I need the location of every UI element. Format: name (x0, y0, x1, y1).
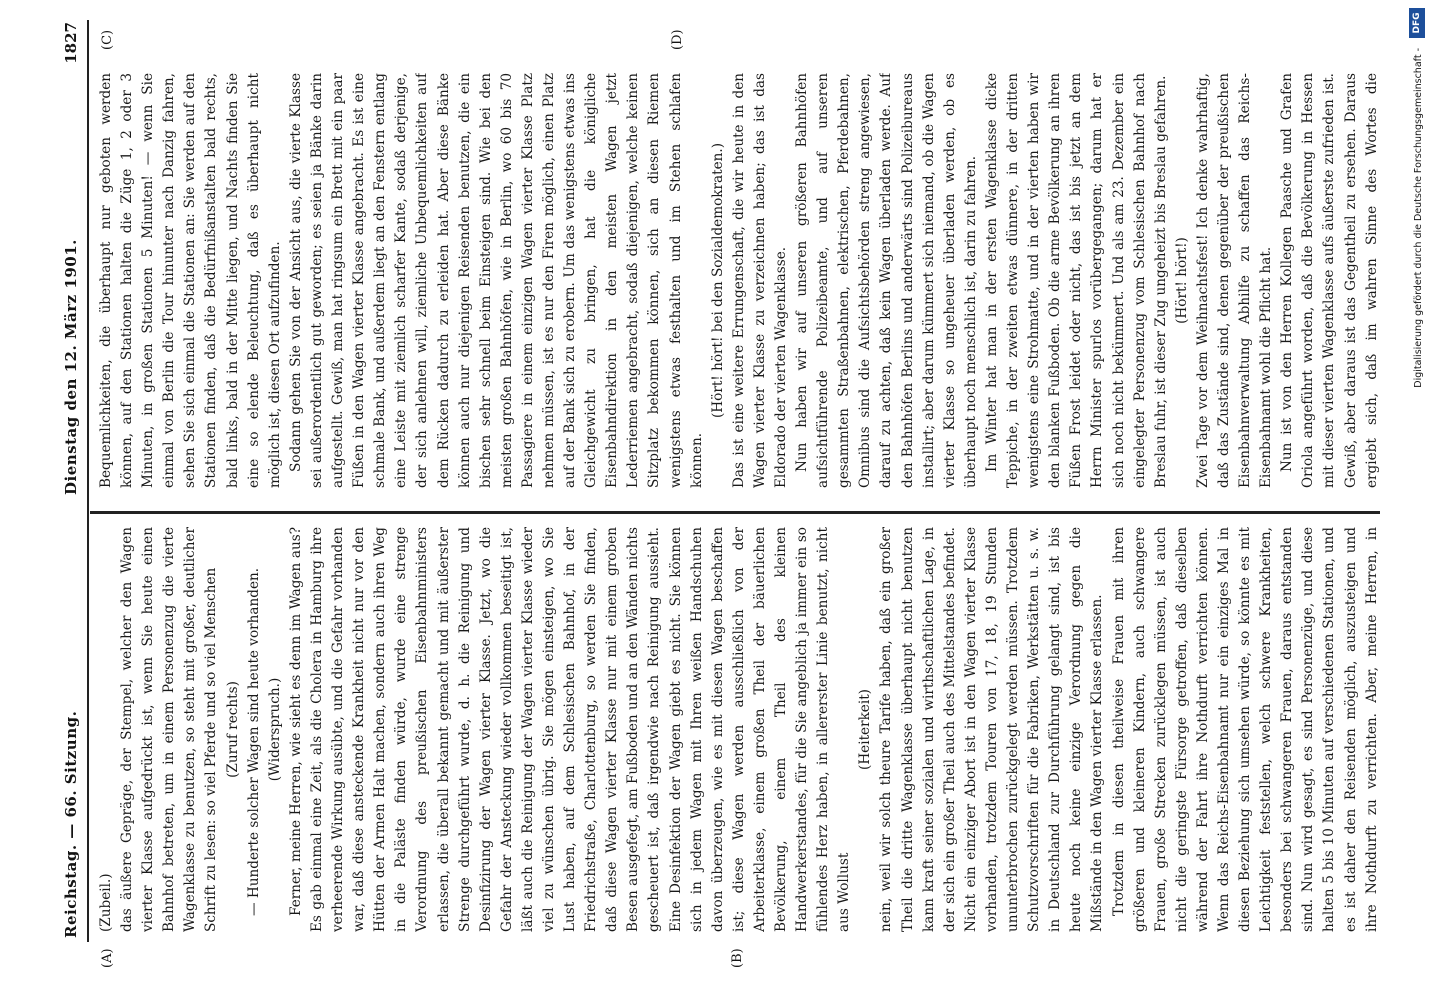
paragraph: — Hunderte solcher Wagen sind heute vorhanden. (245, 567, 262, 916)
header-rule (87, 20, 89, 942)
running-header (58, 0, 88, 1000)
speaker-name: (Zubeil.) (98, 873, 114, 932)
column-divider (90, 511, 1380, 514)
dfg-logo: DFG (1409, 8, 1425, 38)
paragraph: nein, weil wir solch theure Tarife haben, daß ein großer Theil die dritte Wagenklasse überhaupt nicht benutzen kann kraft seiner sozialen und wirthschaftlichen Lage, in der sich ein großer Theil auch des Mittelstandes befindet. Nicht ein einziger Abort ist in den Wagen vierter Klasse vorhanden, trotzdem Touren von 17, 18, 19 Stunden ununterbrochen zurückgelegt werden müssen. Trotzdem Schutzvorschriften für die Fabriken, Werkstätten u. s. w. in Deutschland zur Durchführung gelangt sind, ist bis heute noch keine einzige Verordnung gegen die Mißstände in den Wagen vierter Klasse erlassen. (878, 527, 1106, 932)
paragraph: Im Winter hat man in der ersten Wagenklasse dicke Teppiche, in der zweiten etwas dünnere, in der dritten wenigstens eine Strohmatte, und in der vierten haben wir den blanken Fußboden. Ob die arme Bevölkerung an ihren Füßen Frost leidet oder nicht, das ist bis jetzt an dem Herrn Minister spurlos vorübergegangen; darum hat er sich noch nicht bekümmert. Und als am 23. Dezember ein eingelegter Personenzug vom Schlesischen Bahnhof nach Breslau fuhr, ist dieser Zug ungeheizt bis Breslau gefahren. (983, 73, 1169, 488)
paragraph: Das ist eine weitere Errungenschaft, die wir heute in den Wagen vierter Klasse zu verzeichnen haben; das ist das Eldorado der vierten Wagenklasse. (730, 73, 789, 488)
paragraph: Ferner, meine Herren, wie sieht es denn im Wagen aus? Es gab einmal eine Zeit, als die Cholera in Hamburg ihre verheerende Wirkung ausübte, und die Gefahr vorhanden war, daß diese ansteckende Krankheit nicht nur vor den Hütten der Armen Halt machen, sondern auch ihren Weg in die Paläste finden würde, wurde eine strenge Verordnung des preußischen Eisenbahnministers erlassen, die überall bekannt gemacht und mit äußerster Strenge durchgeführt wurde, d. h. die Reinigung und Desinfizirung der Wagen vierter Klasse. Jetzt, wo die Gefahr der Ansteckung wieder vollkommen beseitigt ist, läßt auch die Reinigung der Wagen vierter Klasse wieder viel zu wünschen übrig. Sie mögen einsteigen, wo Sie Lust haben, auf dem Schlesischen Bahnhof, in der Friedrichstraße, Charlottenburg, so werden Sie finden, daß diese Wagen vierter Klasse nur mit einem groben Besen ausgefegt, am Fußboden und an den Wänden nichts gescheuert ist, daß irgendwie nach Reinigung aussieht. Eine Desinfektion der Wagen giebt es nicht. Sie können sich in jedem Wagen mit Ihren weißen Handschuhen davon überzeugen, wie es mit diesen Wagen beschaffen ist; diese Wagen werden ausschließlich von der Arbeiterklasse, einem großen Theil der bäuerlichen Bevölkerung, einem Theil des kleinen Handwerkerstandes, für die Sie angeblich ja immer ein so fühlendes Herz haben, in allererster Linie benutzt, nicht aus Wollust (287, 527, 853, 932)
credit-text: Digitalisierung gefördert durch die Deutsche Forschungsgemeinschaft - (1413, 48, 1424, 388)
paragraph: das äußere Gepräge, der Stempel, welcher den Wagen vierter Klasse aufgedrückt ist, wenn Sie heute einen Bahnhof betreten, um in einem Personenzug die vierte Wagenklasse zu benutzen, so steht mit großer, deutlicher Schrift zu lesen: so viel Pferde und so viel Menschen (119, 527, 220, 932)
margin-mark-d: (D) (670, 29, 685, 50)
interjection: (Heiterkeit) (857, 689, 874, 770)
paragraph: Sodann gehen Sie von der Ansicht aus, die vierte Klasse sei außerordentlich gut geworden; es seien ja Bänke darin aufgestellt. Gewiß, man hat ringsum ein Brett mit ein paar Füßen in den Wagen vierter Klasse angebracht. Es ist eine schmale Bank, und außerdem liegt an den Fenstern entlang eine Leiste mit ziemlich scharfer Kante, sodaß derjenige, der sich anlehnen will, ziemliche Unbequemlichkeiten auf dem Rücken dadurch zu erleiden hat. Aber diese Bänke können auch nur diejenigen Reisenden benutzen, die ein bischen sehr schnell beim Einsteigen sind. Wie bei den meisten großen Bahnhöfen, wie in Berlin, wo 60 bis 70 Passagiere in einem einzigen Wagen vierter Klasse Platz nehmen müssen, ist es nur den Firen möglich, einen Platz auf der Bank sich zu erobern. Um das wenigstens etwas ins Gleichgewicht zu bringen, hat die königliche Eisenbahndirektion in den meisten Wagen jetzt Lederriemen angebracht, sodaß diejenigen, welche keinen Sitzplatz bekommen können, sich an diesen Riemen wenigstens etwas festhalten und im Stehen schlafen können. (287, 73, 705, 488)
page-number: 1827 (62, 22, 80, 64)
margin-mark-a: (A) (100, 948, 115, 968)
margin-mark-b: (B) (730, 948, 745, 968)
interjection: (Widerspruch.) (266, 677, 283, 782)
header-left: Reichstag. — 66. Sitzung. (62, 710, 80, 938)
digitization-credit (1406, 0, 1430, 1000)
header-date: Dienstag den 12. März 1901. (62, 239, 80, 495)
text-column-left (96, 527, 1381, 932)
margin-mark-c: (C) (100, 29, 115, 50)
interjection: (Zuruf rechts) (224, 681, 241, 778)
paragraph: Nun ist von den Herren Kollegen Paasche und Grafen Oriola angeführt worden, daß die Bevölkerung in Hessen mit dieser vierten Wagenklasse aufs äußerste zufrieden ist. Gewiß, aber daraus ist das Gegentheil zu ersehen. Daraus ergiebt sich, daß im wahren Sinne des Wortes die (1279, 73, 1380, 488)
interjection: (Hört! hört! bei den Sozialdemokraten.) (709, 143, 726, 419)
paragraph: Nun haben wir auf unseren größeren Bahnhöfen aufsichtführende Polizeibeamte, und auf unseren gesammten Straßenbahnen, elektrischen, Pferdebahnen, Omnibus sind die Aufsichtsbehörden streng angewiesen, darauf zu achten, daß kein Wagen überladen werde. Auf den Bahnhöfen Berlins und anderwärts sind Polizeibureaus installirt; aber darum kümmert sich niemand, ob die Wagen vierter Klasse so ungeheuer überladen werden, ob es überhaupt noch menschlich ist, darin zu fahren. (794, 73, 979, 488)
paragraph: Zwei Tage vor dem Weihnachtsfest! Ich denke wahrhaftig, daß das Zustände sind, denen gegenüber der preußischen Eisenbahnverwaltung Abhilfe zu schaffen das Reichs-Eisenbahnamt wohl die Pflicht hat. (1194, 73, 1275, 488)
interjection: (Hört! hört!) (1173, 237, 1190, 324)
paragraph: Trotzdem in diesen theilweise Frauen mit ihren größeren und kleineren Kindern, auch schwangere Frauen, große Strecken zurücklegen müssen, ist auch nicht die geringste Fürsorge getroffen, daß dieselben während der Fahrt ihre Nothdurft verrichten können. Wenn das Reichs-Eisenbahnamt nur ein einziges Mal in diesen Beziehung sich umsehen würde, so könnte es mit Leichtigkeit feststellen, welch schwere Krankheiten, besonders bei schwangeren Frauen, daraus entstanden sind. Nun wird gesagt, es sind Personenzüge, und diese halten 5 bis 10 Minuten auf verschiedenen Stationen, und es ist daher den Reisenden möglich, auszusteigen und ihre Nothdurft zu verrichten. Aber, meine Herren, in (1110, 527, 1380, 932)
text-column-right (96, 73, 1381, 488)
paragraph: Bequemlichkeiten, die überhaupt nur geboten werden können, auf den Stationen halten die Züge 1, 2 oder 3 Minuten, in großen Stationen 5 Minuten! — wenn Sie einmal von Berlin die Tour hinunter nach Danzig fahren, sehen Sie sich einmal die Stationen an: Sie werden auf den Stationen finden, daß die Bedürfnißanstalten bald rechts, bald links, bald in der Mitte liegen, und Nachts finden Sie eine so elende Beleuchtung, daß es überhaupt nicht möglich ist, diesen Ort aufzufinden. (98, 73, 283, 488)
